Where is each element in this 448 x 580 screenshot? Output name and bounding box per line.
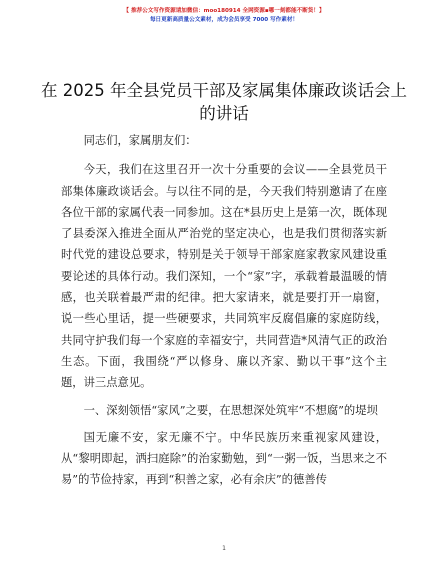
document-title: 在 2025 年全县党员干部及家属集体廉政谈话会上的讲话	[41, 81, 407, 123]
promo-banner-line1: 【 推荐公文写作资源请加微信：moo180914 全网资源▪哪一刻都能不断货！】	[123, 8, 325, 14]
promo-banner-line2: 每日更新高质量公文素材，成为会员享受 7000 写作素材！	[149, 17, 299, 23]
page-number: 1	[222, 545, 226, 552]
promo-banner	[0, 7, 448, 25]
greeting: 同志们，家属朋友们：	[83, 134, 197, 147]
section-heading-1: 一、深刻领悟“家风”之要，在思想深处筑牢“不想腐”的堤坝	[83, 403, 378, 417]
paragraph-section-1: 国无廉不安，家无廉不宁。中华民族历来重视家风建设，从“黎明即起，洒扫庭除”的治家勤勉，到“一粥一饭，当思来之不易”的节俭持家，再到“积善之家，必有余庆”的德善传	[61, 430, 387, 487]
paragraph-intro: 今天，我们在这里召开一次十分重要的会议——全县党员干部集体廉政谈话会。与以往不同的是，今天我们特别邀请了在座各位干部的家属代表一同参加。这在*县历史上是第一次，既体现了县委深入推进全面从严治党的坚定决心，也是我们贯彻落实新时代党的建设总要求，特别是关于领导干部家庭家教家风建设重要论述的具体行动。我们深知，一个“家”字，承载着最温暖的情感，也关联着最严肃的纪律。把大家请来，就是要打开一扇窗，说一些心里话，提一些硬要求，共同筑牢反腐倡廉的家庭防线，共同守护我们每一个家庭的幸福安宁，共同营造*风清气正的政治生态。下面，我围绕“严以修身、廉以齐家、勤以干事”这个主题，讲三点意见。	[61, 163, 387, 390]
document-body	[61, 130, 387, 491]
